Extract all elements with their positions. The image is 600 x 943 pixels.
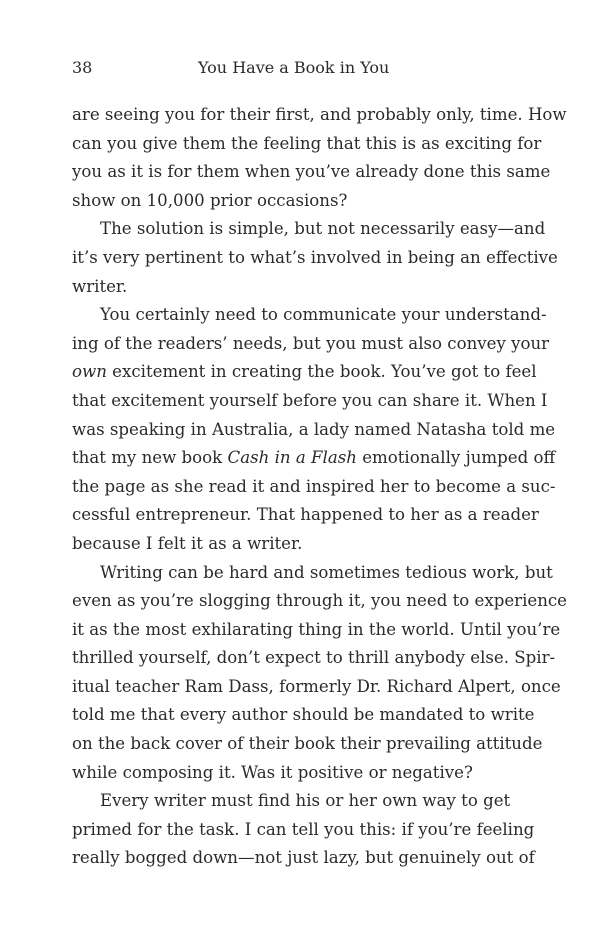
text-line: Writing can be hard and sometimes tedious work, but [100,562,553,582]
text-line: writer. [72,276,128,296]
text-line: can you give them the feeling that this is as exciting for [72,133,542,153]
text-line: cessful entrepreneur. That happened to her as a reader [72,505,539,525]
text-line: it as the most exhilarating thing in the world. Until you’re [72,619,561,639]
text-fragment: excitement in creating the book. You’ve got to feel [112,362,537,382]
running-head [72,56,502,80]
text-line: because I felt it as a writer. [72,533,303,553]
text-line [72,358,537,387]
text-line: that excitement yourself before you can share it. When I [72,390,548,410]
text-fragment: that my new book [72,448,223,468]
paragraph [72,101,567,215]
paragraph [72,559,568,788]
text-line: are seeing you for their first, and probably only, time. How [72,105,567,124]
paragraph [72,301,556,558]
text-line: itual teacher Ram Dass, formerly Dr. Richard Alpert, once [72,676,561,696]
text-line: thrilled yourself, don’t expect to thrill anybody else. Spir- [72,648,556,668]
text-line: while composing it. Was it positive or negative? [72,762,473,782]
text-line: even as you’re slogging through it, you need to experience [72,591,568,611]
running-head-title: You Have a Book in You [198,58,390,77]
text-line [72,444,556,473]
text-line: the page as she read it and inspired her to become a suc- [72,476,556,496]
text-line: was speaking in Australia, a lady named Natasha told me [72,419,556,439]
paragraph [72,787,535,873]
text-line: primed for the task. I can tell you this: if you’re feeling [72,819,535,839]
text-line: you as it is for them when you’ve already done this same [72,162,551,182]
text-fragment: emotionally jumped off [362,448,556,468]
text-line: really bogged down—not just lazy, but genuinely out of [72,848,535,868]
paragraph [72,215,558,301]
text-line: ing of the readers’ needs, but you must also convey your [72,333,550,353]
text-line: Every writer must find his or her own way to get [100,791,511,811]
cited-book-title: Cash in a Flash [227,448,357,468]
page-number: 38 [72,58,93,77]
text-line: You certainly need to communicate your understand- [100,305,547,325]
text-line: told me that every author should be mandated to write [72,705,535,725]
text-line: show on 10,000 prior occasions? [72,190,348,210]
emphasis-own: own [72,362,107,382]
text-line: on the back cover of their book their prevailing attitude [72,734,543,754]
body-text [72,101,568,873]
text-line: it’s very pertinent to what’s involved in being an effective [72,247,558,267]
text-line: The solution is simple, but not necessarily easy—and [100,219,546,239]
